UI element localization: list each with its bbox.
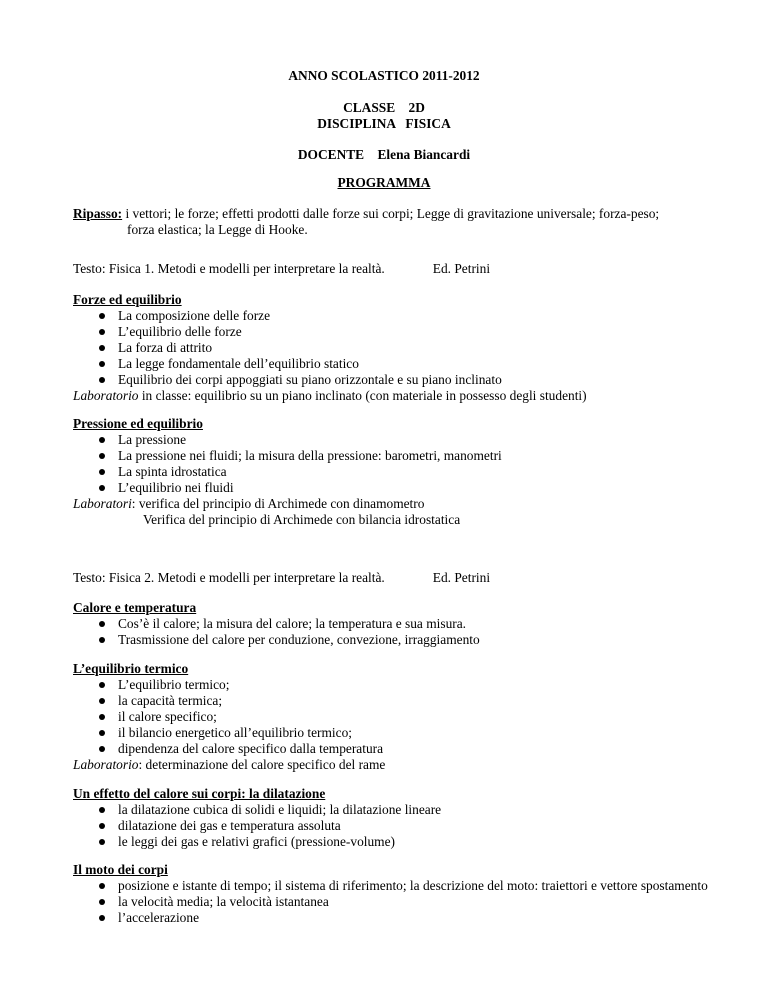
list-item: Cos’è il calore; la misura del calore; la temperatura e sua misura. (73, 616, 713, 632)
ripasso-text-cont: forza elastica; la Legge di Hooke. (127, 222, 308, 237)
discipline-line: DISCIPLINA FISICA (317, 116, 451, 131)
ripasso-label: Ripasso: (73, 206, 123, 221)
list-item: La composizione delle forze (73, 308, 713, 324)
lab-text: : determinazione del calore specifico del rame (138, 757, 386, 772)
bullet-list (73, 308, 713, 388)
lab-line (73, 757, 713, 773)
list-item: La pressione (73, 432, 713, 448)
list-item: La pressione nei fluidi; la misura della pressione: barometri, manometri (73, 448, 713, 464)
list-item: dilatazione dei gas e temperatura assoluta (73, 818, 713, 834)
lab-label: Laboratorio (73, 757, 139, 772)
list-item: L’equilibrio delle forze (73, 324, 713, 340)
section-heading: L’equilibrio termico (73, 661, 189, 676)
textbook-2-title: Testo: Fisica 2. Metodi e modelli per interpretare la realtà. (73, 570, 385, 585)
section-pressione (73, 416, 713, 528)
bullet-list (73, 616, 713, 648)
list-item: l’accelerazione (73, 910, 713, 926)
list-item: Equilibrio dei corpi appoggiati su piano orizzontale e su piano inclinato (73, 372, 713, 388)
textbook-1-editor: Ed. Petrini (432, 261, 491, 276)
lab-text: in classe: equilibrio su un piano inclinato (con materiale in possesso degli studenti) (138, 388, 587, 403)
ripasso-line (73, 206, 659, 222)
list-item: la dilatazione cubica di solidi e liquidi; la dilatazione lineare (73, 802, 713, 818)
list-item: Trasmissione del calore per conduzione, convezione, irraggiamento (73, 632, 713, 648)
section-forze (73, 292, 713, 404)
list-item: la velocità media; la velocità istantanea (73, 894, 713, 910)
ripasso-text: i vettori; le forze; effetti prodotti dalle forze sui corpi; Legge di gravitazione universale; forza-peso; (122, 206, 660, 221)
section-heading: Forze ed equilibrio (73, 292, 182, 307)
list-item: La forza di attrito (73, 340, 713, 356)
list-item: La spinta idrostatica (73, 464, 713, 480)
list-item: dipendenza del calore specifico dalla temperatura (73, 741, 713, 757)
textbook-2 (73, 570, 490, 586)
list-item: le leggi dei gas e relativi grafici (pressione-volume) (73, 834, 713, 850)
school-year: ANNO SCOLASTICO 2011-2012 (288, 68, 480, 83)
lab-line (73, 388, 713, 404)
textbook-2-editor: Ed. Petrini (432, 570, 491, 585)
teacher-line: DOCENTE Elena Biancardi (297, 147, 471, 162)
lab-text: : verifica del principio di Archimede con dinamometro (131, 496, 425, 511)
list-item: la capacità termica; (73, 693, 713, 709)
list-item: L’equilibrio nei fluidi (73, 480, 713, 496)
textbook-1-title: Testo: Fisica 1. Metodi e modelli per interpretare la realtà. (73, 261, 385, 276)
list-item: il calore specifico; (73, 709, 713, 725)
section-heading: Pressione ed equilibrio (73, 416, 203, 431)
textbook-1 (73, 261, 490, 277)
section-heading: Un effetto del calore sui corpi: la dilatazione (73, 786, 326, 801)
list-item: La legge fondamentale dell’equilibrio statico (73, 356, 713, 372)
section-heading: Calore e temperatura (73, 600, 197, 615)
list-item: L’equilibrio termico; (73, 677, 713, 693)
bullet-list (73, 432, 713, 496)
section-dilatazione (73, 786, 713, 850)
programma-title: PROGRAMMA (337, 175, 431, 190)
section-moto (73, 862, 713, 926)
section-equilibrio-termico (73, 661, 713, 773)
class-line: CLASSE 2D (343, 100, 425, 115)
lab-line-2: Verifica del principio di Archimede con bilancia idrostatica (143, 512, 461, 527)
bullet-list (73, 878, 713, 926)
lab-line (73, 496, 713, 512)
bullet-list (73, 677, 713, 757)
list-item: posizione e istante di tempo; il sistema di riferimento; la descrizione del moto: traiettori e vettore spostamento (73, 878, 713, 894)
section-heading: Il moto dei corpi (73, 862, 168, 877)
list-item: il bilancio energetico all’equilibrio termico; (73, 725, 713, 741)
lab-label: Laboratorio (73, 388, 139, 403)
section-calore (73, 600, 713, 648)
bullet-list (73, 802, 713, 850)
lab-label: Laboratori (73, 496, 132, 511)
